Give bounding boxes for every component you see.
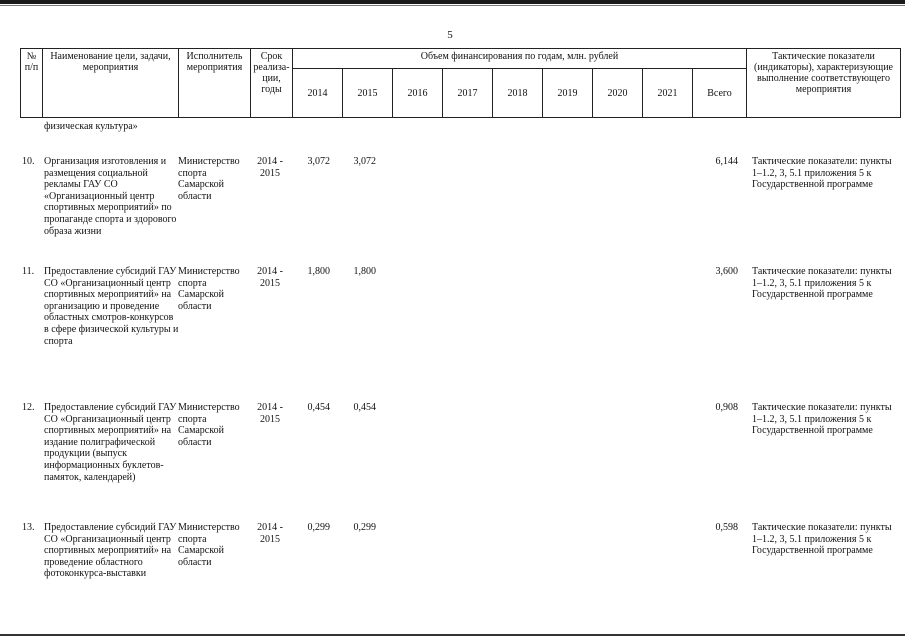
- continuation-text: физическая культура»: [44, 121, 138, 132]
- row-number: 10.: [22, 156, 35, 167]
- row-total: 0,598: [715, 522, 738, 533]
- row-executor: Министерство спорта Самарской области: [178, 156, 240, 202]
- row-value-2015: 1,800: [353, 266, 376, 277]
- header-year: 2018: [493, 69, 543, 118]
- header-year: 2020: [593, 69, 643, 118]
- header-indicators: Тактические показатели (индикаторы), характеризующие выполнение соответствующего мероприятия: [747, 49, 901, 118]
- row-indicators: Тактические показатели: пункты 1–1.2, 3, 5.1 приложения 5 к Государственной программе: [752, 402, 892, 437]
- header-executor: Исполнитель мероприятия: [179, 49, 251, 118]
- row-number: 12.: [22, 402, 35, 413]
- header-year: 2016: [393, 69, 443, 118]
- row-value-2015: 0,299: [353, 522, 376, 533]
- header-total: Всего: [693, 69, 747, 118]
- row-indicators: Тактические показатели: пункты 1–1.2, 3, 5.1 приложения 5 к Государственной программе: [752, 522, 892, 557]
- header-year: 2019: [543, 69, 593, 118]
- row-value-2014: 0,299: [307, 522, 330, 533]
- row-indicators: Тактические показатели: пункты 1–1.2, 3, 5.1 приложения 5 к Государственной программе: [752, 266, 892, 301]
- page-number: 5: [447, 29, 453, 41]
- top-border: [0, 0, 905, 4]
- row-total: 0,908: [715, 402, 738, 413]
- row-value-2014: 1,800: [307, 266, 330, 277]
- row-term: 2014 - 2015: [257, 156, 283, 179]
- row-value-2014: 0,454: [307, 402, 330, 413]
- row-number: 11.: [22, 266, 35, 277]
- row-indicators: Тактические показатели: пункты 1–1.2, 3, 5.1 приложения 5 к Государственной программе: [752, 156, 892, 191]
- header-funding: Объем финансирования по годам, млн. рублей: [293, 49, 747, 69]
- top-border-thin: [0, 5, 905, 6]
- row-name: Организация изготовления и размещения социальной рекламы ГАУ СО «Организационный центр спортивных мероприятий» по пропаганде спорта и здорового образа жизни: [44, 156, 177, 237]
- header-year: 2021: [643, 69, 693, 118]
- header-term: Срок реализа-ции, годы: [251, 49, 293, 118]
- row-total: 6,144: [715, 156, 738, 167]
- row-name: Предоставление субсидий ГАУ СО «Организационный центр спортивных мероприятий» на проведение областного фотоконкурса-выставки: [44, 522, 177, 580]
- row-value-2015: 0,454: [353, 402, 376, 413]
- header-year: 2017: [443, 69, 493, 118]
- table-header: [20, 48, 901, 118]
- row-term: 2014 - 2015: [257, 522, 283, 545]
- row-term: 2014 - 2015: [257, 266, 283, 289]
- header-year: 2014: [293, 69, 343, 118]
- row-value-2015: 3,072: [353, 156, 376, 167]
- row-name: Предоставление субсидий ГАУ СО «Организационный центр спортивных мероприятий» на организацию и проведение областных смотров-конкурсов в сфере физической культуры и спорта: [44, 266, 179, 347]
- row-total: 3,600: [715, 266, 738, 277]
- row-executor: Министерство спорта Самарской области: [178, 266, 240, 312]
- row-number: 13.: [22, 522, 35, 533]
- header-year: 2015: [343, 69, 393, 118]
- header-name: Наименование цели, задачи, мероприятия: [43, 49, 179, 118]
- bottom-border: [0, 634, 905, 636]
- header-num: № п/п: [21, 49, 43, 118]
- row-value-2014: 3,072: [307, 156, 330, 167]
- row-executor: Министерство спорта Самарской области: [178, 402, 240, 448]
- row-term: 2014 - 2015: [257, 402, 283, 425]
- row-executor: Министерство спорта Самарской области: [178, 522, 240, 568]
- row-name: Предоставление субсидий ГАУ СО «Организационный центр спортивных мероприятий» на издание полиграфической продукции (выпуск информационных буклетов-памяток, календарей): [44, 402, 177, 483]
